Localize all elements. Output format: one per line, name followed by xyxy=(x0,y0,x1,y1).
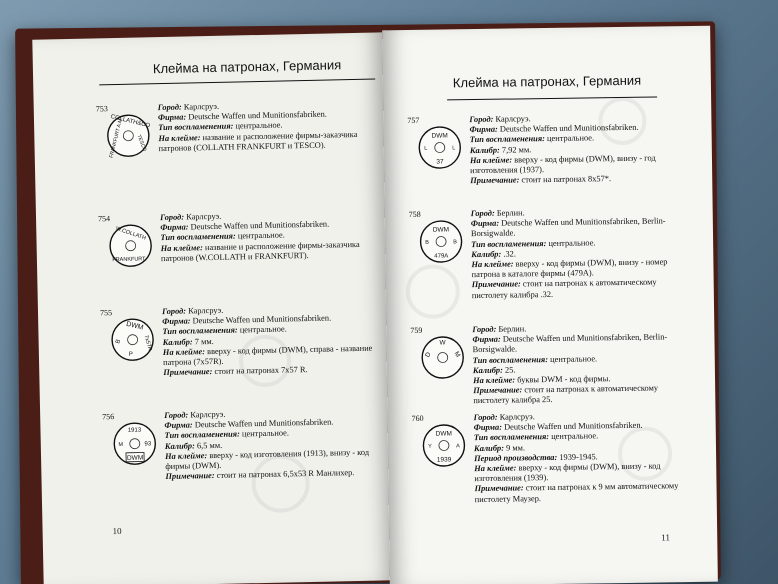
stamp-text: P xyxy=(128,351,133,358)
field-label: На клейме: xyxy=(158,132,201,143)
stamp-text: DWM xyxy=(125,320,145,332)
entry-number: 758 xyxy=(408,209,421,219)
field-value: буквы DWM - код фирмы. xyxy=(517,374,611,385)
field-label: Калибр: xyxy=(469,145,500,155)
entry-description xyxy=(158,99,375,155)
field-value: Deutsche Waffen und Munitionsfabriken. xyxy=(188,109,327,122)
stamp-text: DWM xyxy=(431,132,448,140)
left-page xyxy=(32,32,393,584)
field-label: Город: xyxy=(159,212,185,223)
field-label: Город: xyxy=(470,208,495,219)
field-label: Калибр: xyxy=(162,337,193,347)
page-number-left: 10 xyxy=(112,525,122,537)
field-value: центральное. xyxy=(546,133,595,144)
field-value: Карлсруэ. xyxy=(188,305,224,316)
running-head-right: Клейма на патронах, Германия xyxy=(452,72,642,91)
stamp-text: DWM xyxy=(435,430,452,438)
field-label: Фирма: xyxy=(164,420,193,431)
entry-number: 756 xyxy=(102,412,115,422)
catalog-entry xyxy=(98,208,390,310)
catalog-entry xyxy=(410,322,701,422)
catalog-entry xyxy=(409,206,700,306)
stamp-text: 1939 xyxy=(436,456,452,464)
field-label: Фирма: xyxy=(470,218,500,229)
field-value: центральное. xyxy=(551,431,599,442)
field-label: На клейме: xyxy=(472,375,516,386)
field-label: Тип воспламенения: xyxy=(473,432,550,443)
field-label: Калибр: xyxy=(472,365,503,375)
entry-field-note xyxy=(474,481,690,504)
page-number-right: 11 xyxy=(661,532,670,543)
entry-description xyxy=(471,206,688,301)
stamp-text: COLLATH&CO xyxy=(110,114,151,130)
entry-field-note xyxy=(472,277,688,300)
field-value: стоит на патронах к автоматическому пистолету калибра .32. xyxy=(471,277,657,300)
field-label: Калибр: xyxy=(164,441,195,451)
field-label: На клейме: xyxy=(160,242,203,253)
headstamp-illustration xyxy=(422,423,467,468)
field-value: центральное. xyxy=(237,230,285,241)
field-value: вверху - код фирмы (DWM), справа - название патрона (7x57R). xyxy=(162,343,373,368)
field-value: Карлсруэ. xyxy=(499,412,535,422)
field-value: Deutsche Waffen und Munitionsfabriken. xyxy=(503,420,643,432)
field-value: 1939-1945. xyxy=(559,452,598,462)
field-value: стоит на патронах 7x57 R. xyxy=(214,365,308,377)
headstamp-illustration xyxy=(420,335,465,380)
header-rule xyxy=(99,79,375,86)
field-value: Берлин. xyxy=(498,324,527,334)
headstamp-illustration xyxy=(106,113,151,158)
catalog-entry xyxy=(411,410,702,510)
field-value: .32. xyxy=(503,249,516,259)
field-label: Калибр: xyxy=(471,249,502,259)
field-label: Примечание: xyxy=(471,279,521,290)
catalog-entry xyxy=(407,112,698,212)
entry-number: 759 xyxy=(410,325,423,335)
field-label: На клейме: xyxy=(469,155,513,165)
field-value: центральное. xyxy=(548,237,596,248)
field-label: Тип воспламенения: xyxy=(162,325,238,337)
stamp-text: DWM xyxy=(432,226,450,234)
field-label: Город: xyxy=(473,412,498,423)
stamp-text: 93 xyxy=(144,441,152,448)
field-value: стоит на патронах 8x57*. xyxy=(521,174,612,185)
field-label: Город: xyxy=(161,306,187,317)
stamp-text: A xyxy=(456,443,460,450)
headstamp-illustration xyxy=(112,421,157,466)
entry-description xyxy=(162,303,379,379)
field-value: Карлсруэ. xyxy=(186,211,222,222)
entry-description xyxy=(469,112,686,186)
field-value: стоит на патронах к автоматическому пистолету калибра 25. xyxy=(473,383,659,406)
field-label: Тип воспламенения: xyxy=(471,238,547,249)
field-label: Город: xyxy=(164,410,189,421)
field-value: 6,5 мм. xyxy=(196,440,223,450)
field-label: Фирма: xyxy=(472,334,501,345)
field-label: Тип воспламенения: xyxy=(164,429,240,441)
field-value: Deutsche Waffen und Munitionsfabriken. xyxy=(190,219,330,232)
catalog-entry xyxy=(102,406,394,508)
stamp-text: 37 xyxy=(436,158,444,166)
field-label: Город: xyxy=(157,102,182,113)
field-label: Примечание: xyxy=(163,367,213,378)
field-value: вверху - код фирмы (DWM), внизу - код изготовления (1939). xyxy=(474,461,661,484)
stamp-text: B xyxy=(115,338,123,345)
running-head-left: Клейма на патронах, Германия xyxy=(152,57,342,77)
stamp-text: B xyxy=(425,239,429,246)
field-label: Фирма: xyxy=(157,112,187,123)
stamp-text: FRANKFURT A.M. xyxy=(108,116,125,159)
field-label: Тип воспламенения: xyxy=(472,354,549,365)
entry-field-note xyxy=(470,173,686,186)
field-value: Deutsche Waffen und Munitionsfabriken, Berlin-Borsigwalde. xyxy=(470,216,666,239)
headstamp-illustration xyxy=(108,223,153,268)
entry-description xyxy=(473,410,690,505)
stamp-text: 479A xyxy=(434,253,449,260)
right-page xyxy=(382,26,718,584)
field-label: На клейме: xyxy=(162,346,206,357)
stamp-text: L xyxy=(452,145,456,152)
field-label: Город: xyxy=(472,324,497,335)
headstamp-illustration xyxy=(110,317,155,362)
field-label: Фирма: xyxy=(160,222,189,233)
stamp-text: B xyxy=(453,239,457,246)
field-label: Тип воспламенения: xyxy=(160,231,236,243)
headstamp-illustration xyxy=(417,125,462,170)
stamp-text: L xyxy=(424,145,428,152)
stamp-text: D xyxy=(424,351,433,359)
field-value: Deutsche Waffen und Munitionsfabriken, Berlin-Borsigwalde. xyxy=(472,332,668,355)
field-label: Тип воспламенения: xyxy=(469,134,545,145)
stamp-text: W.COLLATH xyxy=(114,225,147,242)
field-value: Deutsche Waffen und Munitionsfabriken. xyxy=(499,122,639,134)
stamp-text: TESCO xyxy=(135,134,148,153)
field-value: стоит на патронах к 9 мм автоматическому пистолету Маузер. xyxy=(474,481,679,504)
entry-description xyxy=(160,209,377,265)
stamp-text: DWM xyxy=(126,454,144,462)
headstamp-illustration xyxy=(419,219,464,264)
field-value: 9 мм. xyxy=(505,442,526,453)
catalog-entry xyxy=(100,302,392,404)
field-value: Deutsche Waffen und Munitionsfabriken. xyxy=(192,313,332,326)
field-label: Примечание: xyxy=(165,471,215,482)
field-value: центральное. xyxy=(550,353,598,364)
field-label: Фирма: xyxy=(469,124,498,135)
entry-number: 757 xyxy=(407,115,420,125)
stamp-text: FRANKFURT xyxy=(112,256,146,264)
field-value: Берлин. xyxy=(496,208,525,218)
field-label: Примечание: xyxy=(474,483,524,494)
catalog-entry xyxy=(96,98,388,200)
field-label: Город: xyxy=(469,114,494,125)
field-label: Калибр: xyxy=(473,443,505,453)
field-value: Deutsche Waffen und Munitionsfabriken. xyxy=(194,417,334,430)
field-label: Период производства: xyxy=(474,452,558,463)
field-value: вверху - код фирмы (DWM), внизу - номер патрона в каталоге фирмы (479A). xyxy=(471,257,668,280)
field-label: На клейме: xyxy=(471,259,514,270)
field-value: 7 мм. xyxy=(194,336,214,346)
stamp-text: Y xyxy=(428,443,432,450)
field-value: вверху - код фирмы (DWM), внизу - год изготовления (1937). xyxy=(470,153,656,176)
field-value: 25. xyxy=(504,365,516,375)
field-value: 7,92 мм. xyxy=(501,144,532,155)
field-value: название и расположение фирмы-заказчика патронов (COLLATH FRANKFURT и TESCO). xyxy=(158,129,358,153)
field-label: Тип воспламенения: xyxy=(158,121,234,133)
entry-field-marking xyxy=(161,239,377,264)
field-value: Карлсруэ. xyxy=(183,101,220,112)
entry-field-marking xyxy=(158,129,374,154)
field-value: центральное. xyxy=(239,324,287,335)
field-value: центральное. xyxy=(235,120,283,131)
stamp-text: W xyxy=(439,339,446,347)
field-label: Примечание: xyxy=(473,385,523,396)
field-label: Примечание: xyxy=(470,175,520,186)
field-value: центральное. xyxy=(241,428,290,439)
stamp-text: 7x57R xyxy=(142,334,153,352)
field-label: На клейме: xyxy=(474,463,517,474)
entry-description xyxy=(164,407,381,483)
entry-description xyxy=(472,322,689,407)
field-label: На клейме: xyxy=(164,450,208,461)
field-label: Фирма: xyxy=(162,316,191,327)
field-label: Фирма: xyxy=(473,422,503,433)
stamp-text: 1913 xyxy=(127,427,142,434)
field-value: Карлсруэ. xyxy=(190,409,226,420)
field-value: название и расположение фирмы-заказчика патронов (W.COLLATH и FRANKFURT). xyxy=(160,239,360,263)
stamp-text: M xyxy=(118,441,124,449)
field-value: Карлсруэ. xyxy=(495,114,531,124)
entry-number: 760 xyxy=(411,413,424,423)
entry-number: 754 xyxy=(97,214,111,224)
entry-number: 755 xyxy=(99,308,113,318)
entry-number: 753 xyxy=(95,104,108,114)
field-value: вверху - код изготовления (1913), внизу - код фирмы (DWM). xyxy=(165,447,370,472)
entry-field-note xyxy=(473,383,689,406)
stamp-text: M xyxy=(452,350,462,359)
field-value: стоит на патронах 6,5x53 R Манлихер. xyxy=(216,468,355,481)
